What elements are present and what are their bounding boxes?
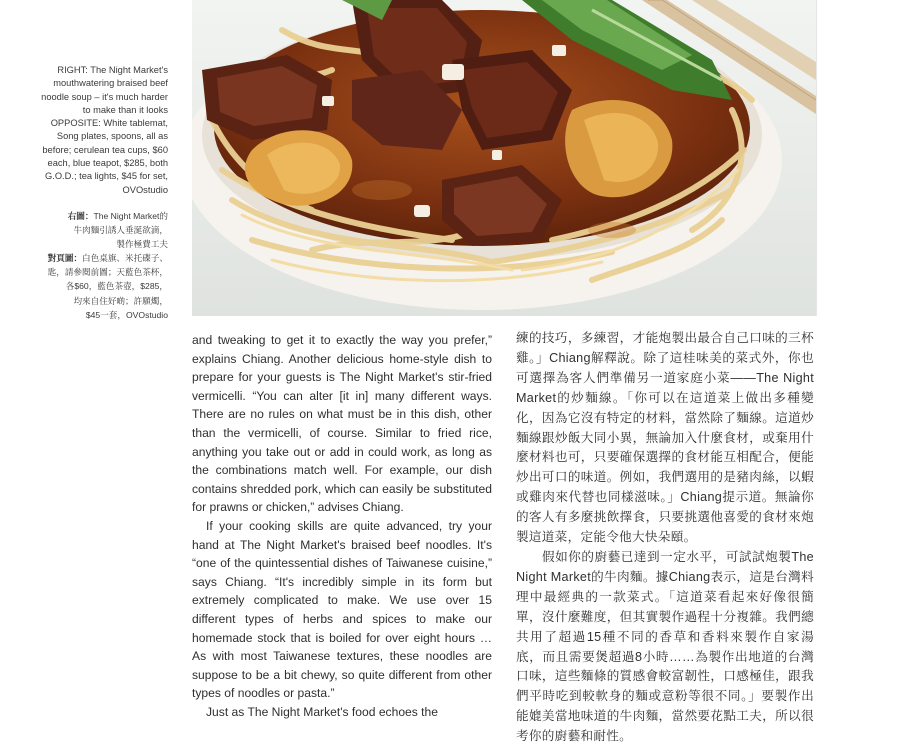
caption-line: 牛肉麵引誘人垂涎欲滴， xyxy=(73,225,168,236)
photo-caption-english xyxy=(20,64,168,197)
caption-line: RIGHT: The Night Market's xyxy=(57,65,168,75)
caption-line: $45一套，OVOstudio xyxy=(85,309,168,320)
caption-label-right: 右圖： xyxy=(67,211,94,221)
caption-line: 匙，請參閱前圖；天藍色茶杯， xyxy=(47,267,168,278)
body-paragraph: and tweaking to get it to exactly the way you prefer,” explains Chiang. Another delicious home-style dish to prepare for your guests is The Night Market's stir-fried vermicelli. “You can alter [it in] many different ways. There are no rules on what must be in this dish, other than the vermicelli, of course. Similar to fried rice, anything you take out or add in could work, as long as the combinations match well. For example, our dish contains shredded pork, which can easily be substituted for prawns or chicken,” advises Chiang. xyxy=(192,333,492,515)
beef-noodle-illustration xyxy=(192,0,816,316)
caption-line: 製作極費工夫 xyxy=(116,239,168,250)
caption-line xyxy=(20,209,168,223)
caption-line xyxy=(20,251,168,265)
caption-line: 各$60，藍色茶壺，$285， xyxy=(65,281,168,292)
caption-line: each, blue teapot, $285, both xyxy=(47,158,168,169)
caption-line: 均來自住好啲；許願燭， xyxy=(73,295,168,306)
photo-caption-chinese xyxy=(20,209,168,322)
body-column-english xyxy=(192,331,492,721)
body-paragraph: If your cooking skills are quite advanced, try your hand at The Night Market's braised beef noodles. It's “one of the quintessential dishes of Taiwanese cuisine,” says Chiang. “It's incredibly simple in its form but extremely complicated to make. We use over 15 different types of herbs and spices to make our homemade stock that is boiled for over eight hours … As with most Taiwanese textures, these noodles are suppose to be a bit chewy, so quite different from other types of noodles or pasta.” xyxy=(192,518,492,701)
caption-line: to make than it looks xyxy=(82,104,168,115)
body-column-chinese xyxy=(516,329,814,747)
caption-text: 白色桌旗、米托碟子、 xyxy=(82,253,168,264)
caption-line: noodle soup – it's much harder xyxy=(41,91,168,102)
caption-line: G.O.D.; tea lights, $45 for set, xyxy=(45,171,168,182)
caption-label-opposite: 對頁圖： xyxy=(47,253,83,264)
body-paragraph: 假如你的廚藝已達到一定水平，可試試炮製The Night Market的牛肉麵。據Chiang表示，這是台灣料理中最經典的一款菜式。「這道菜看起來好像很簡單，沒什麼難度，但其實製作過程十分複雜。我們總共用了超過15種不同的香草和香料來製作自家湯底，而且需要煲超過8小時……為製作出地道的台灣口味，這些麵條的質感會較富韌性，口感極佳，跟我們平時吃到較軟身的麵或意粉等很不同。」要製作出能媲美當地味道的牛肉麵，當然要花點工夫，所以很考你的廚藝和耐性。 xyxy=(516,549,814,744)
caption-line: before; cerulean tea cups, $60 xyxy=(42,144,168,155)
body-paragraph: Just as The Night Market's food echoes the xyxy=(206,704,438,719)
caption-line: OPPOSITE: White tablemat, xyxy=(50,118,168,129)
caption-line: Song plates, spoons, all as xyxy=(56,131,168,142)
caption-line: mouthwatering braised beef xyxy=(53,78,168,89)
caption-text: The Night Market的 xyxy=(93,211,168,221)
body-paragraph: 練的技巧，多練習，才能炮製出最合自己口味的三杯雞。」Chiang解釋說。除了這桂味美的菜式外，你也可選擇為客人們準備另一道家庭小菜——The Night Market的炒麵線。「你可以在這道菜上做出多種變化，因為它沒有特定的材料，當然除了麵線。這道炒麵線跟炒飯大同小異，無論加入什麼食材，或棄用什麼材料也可，只要確保選擇的食材能互相配合，便能炒出可口的味道。例如，我們選用的是豬肉絲，以蝦或雞肉來代替也同樣滋味。」Chiang提示道。無論你的客人有多麼挑飲擇食，只要挑選他喜愛的食材來炮製這道菜，定能令他大快朵頤。 xyxy=(516,331,814,545)
beef-noodle-photo xyxy=(192,0,817,316)
caption-line: OVOstudio xyxy=(122,184,168,195)
